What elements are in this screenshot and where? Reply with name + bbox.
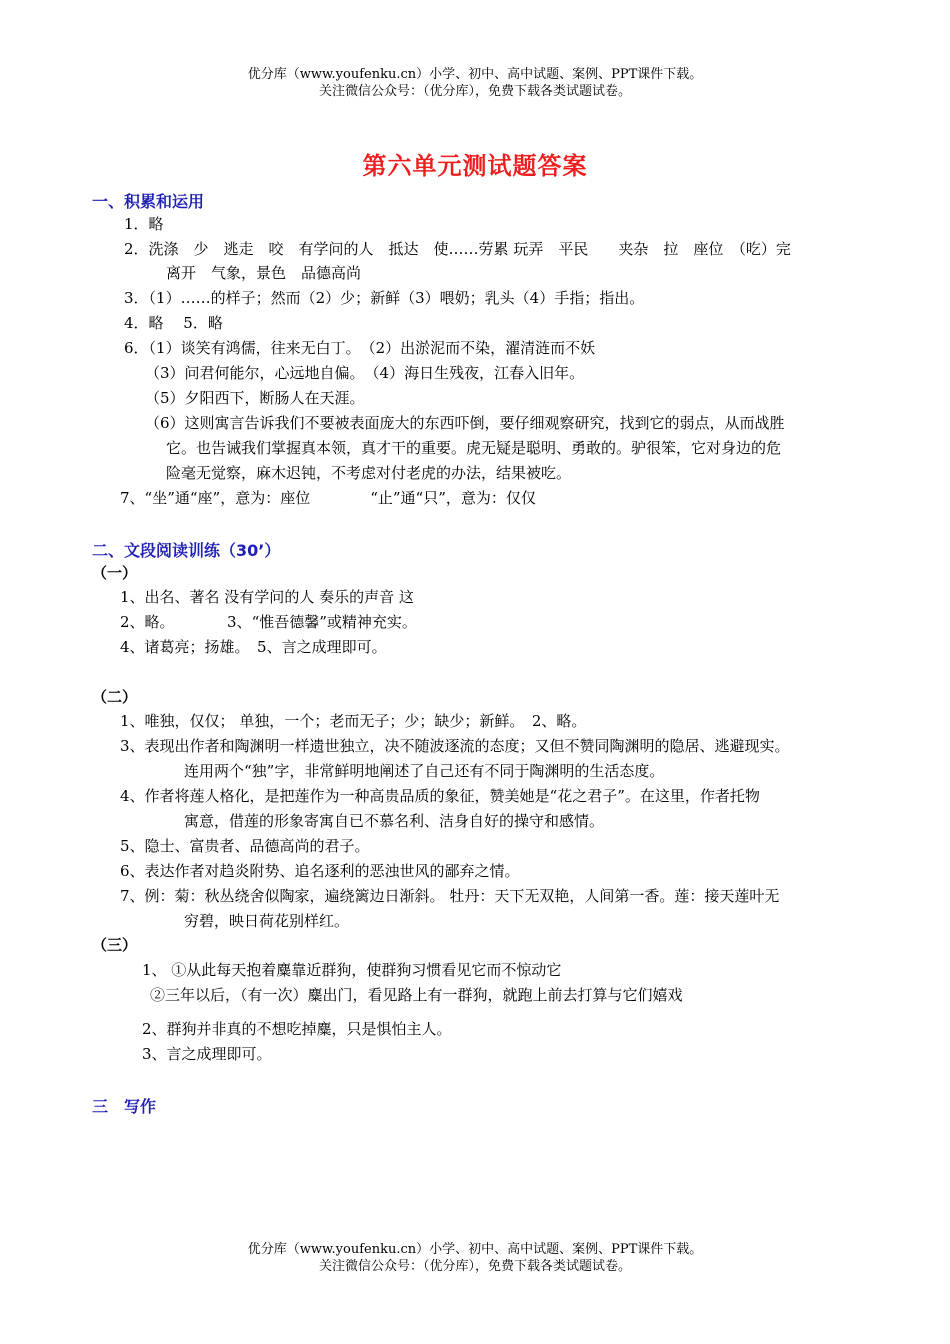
answer-line: 连用两个“独”字，非常鲜明地阐述了自己还有不同于陶渊明的生活态度。	[184, 762, 665, 780]
section-3-heading: 三 写作	[92, 1097, 157, 1116]
answer-line: 寓意，借莲的形象寄寓自已不慕名利、洁身自好的操守和感情。	[184, 812, 605, 830]
answer-line: 险毫无觉察，麻木迟钝，不考虑对付老虎的办法，结果被吃。	[166, 464, 572, 482]
answer-line: 离开 气象，景色 品德高尚	[166, 264, 362, 282]
answer-line: 3、言之成理即可。	[142, 1045, 272, 1063]
footer-line-2: 关注微信公众号：（优分库），免费下载各类试题试卷。	[318, 1259, 631, 1274]
part-3-label: （三）	[92, 936, 138, 954]
answer-line: 4、作者将莲人格化，是把莲作为一种高贵品质的象征，赞美她是“花之君子”。在这里，作者托物	[120, 787, 760, 805]
answer-line: 2、群狗并非真的不想吃掉麋，只是惧怕主人。	[142, 1020, 452, 1038]
answer-line: （5）夕阳西下，断肠人在天涯。	[145, 389, 365, 407]
answer-line: 1、出名、著名 没有学问的人 奏乐的声音 这	[120, 588, 414, 606]
page-title: 第六单元测试题答案	[362, 151, 588, 180]
part-2-label: （二）	[92, 688, 138, 706]
answer-line: （3）问君何能尔，心远地自偏。 （4）海日生残夜，江春入旧年。	[145, 364, 585, 382]
part-1-label: （一）	[92, 564, 138, 582]
answer-line: 2、略。 3、“惟吾德馨”或精神充实。	[120, 613, 417, 631]
section-2-heading: 二、文段阅读训练（30’）	[92, 541, 281, 560]
header-line-1: 优分库（www.youfenku.cn）小学、初中、高中试题、案例、PPT课件下载。	[247, 67, 703, 82]
answer-line: 6．（1）谈笑有鸿儒，往来无白丁。 （2）出淤泥而不染，濯清涟而不妖	[124, 339, 596, 357]
page-header	[0, 66, 950, 100]
footer-line-1: 优分库（www.youfenku.cn）小学、初中、高中试题、案例、PPT课件下载。	[247, 1242, 703, 1257]
answer-line: 3、表现出作者和陶渊明一样遗世独立，决不随波逐流的态度；又但不赞同陶渊明的隐居、逃避现实。	[120, 737, 790, 755]
section-1-heading: 一、积累和运用	[92, 192, 205, 211]
page-footer	[0, 1241, 950, 1275]
answer-line: 4．略 5．略	[124, 314, 223, 332]
answer-line: （6）这则寓言告诉我们不要被表面庞大的东西吓倒，要仔细观察研究，找到它的弱点，从而战胜	[145, 414, 785, 432]
answer-line: 4、诸葛亮；扬雄。 5、言之成理即可。	[120, 638, 387, 656]
answer-line: 2．洗涤 少 逃走 咬 有学问的人 抵达 使……劳累 玩弄 平民 夹杂 拉 座位 （吃）完	[124, 240, 791, 258]
answer-line: 5、隐士、富贵者、品德高尚的君子。	[120, 837, 370, 855]
answer-line: 穷碧，映日荷花别样红。	[184, 912, 350, 930]
answer-line: 7、“坐”通“座”，意为：座位 “止”通“只”，意为：仅仅	[120, 489, 536, 507]
header-line-2: 关注微信公众号：（优分库），免费下载各类试题试卷。	[318, 84, 631, 99]
answer-line: 7、例：菊：秋丛绕舍似陶家，遍绕篱边日渐斜。 牡丹：天下无双艳，人间第一香。莲：接天莲叶无	[120, 887, 780, 905]
answer-line: 6、表达作者对趋炎附势、追名逐利的恶浊世风的鄙弃之情。	[120, 862, 520, 880]
answer-line: ②三年以后，（有一次）麋出门，看见路上有一群狗，就跑上前去打算与它们嬉戏	[150, 986, 683, 1004]
answer-line: 3．（1）……的样子；然而（2）少；新鲜（3）喂奶；乳头（4）手指；指出。	[124, 289, 645, 307]
answer-line: 1、唯独，仅仅； 单独，一个；老而无子；少；缺少；新鲜。 2、略。	[120, 712, 587, 730]
answer-line: 1、 ①从此每天抱着麋靠近群狗，使群狗习惯看见它而不惊动它	[142, 961, 562, 979]
answer-line: 1．略	[124, 215, 164, 233]
answer-line: 它。也告诫我们掌握真本领，真才干的重要。虎无疑是聪明、勇敢的。驴很笨，它对身边的危	[166, 439, 782, 457]
